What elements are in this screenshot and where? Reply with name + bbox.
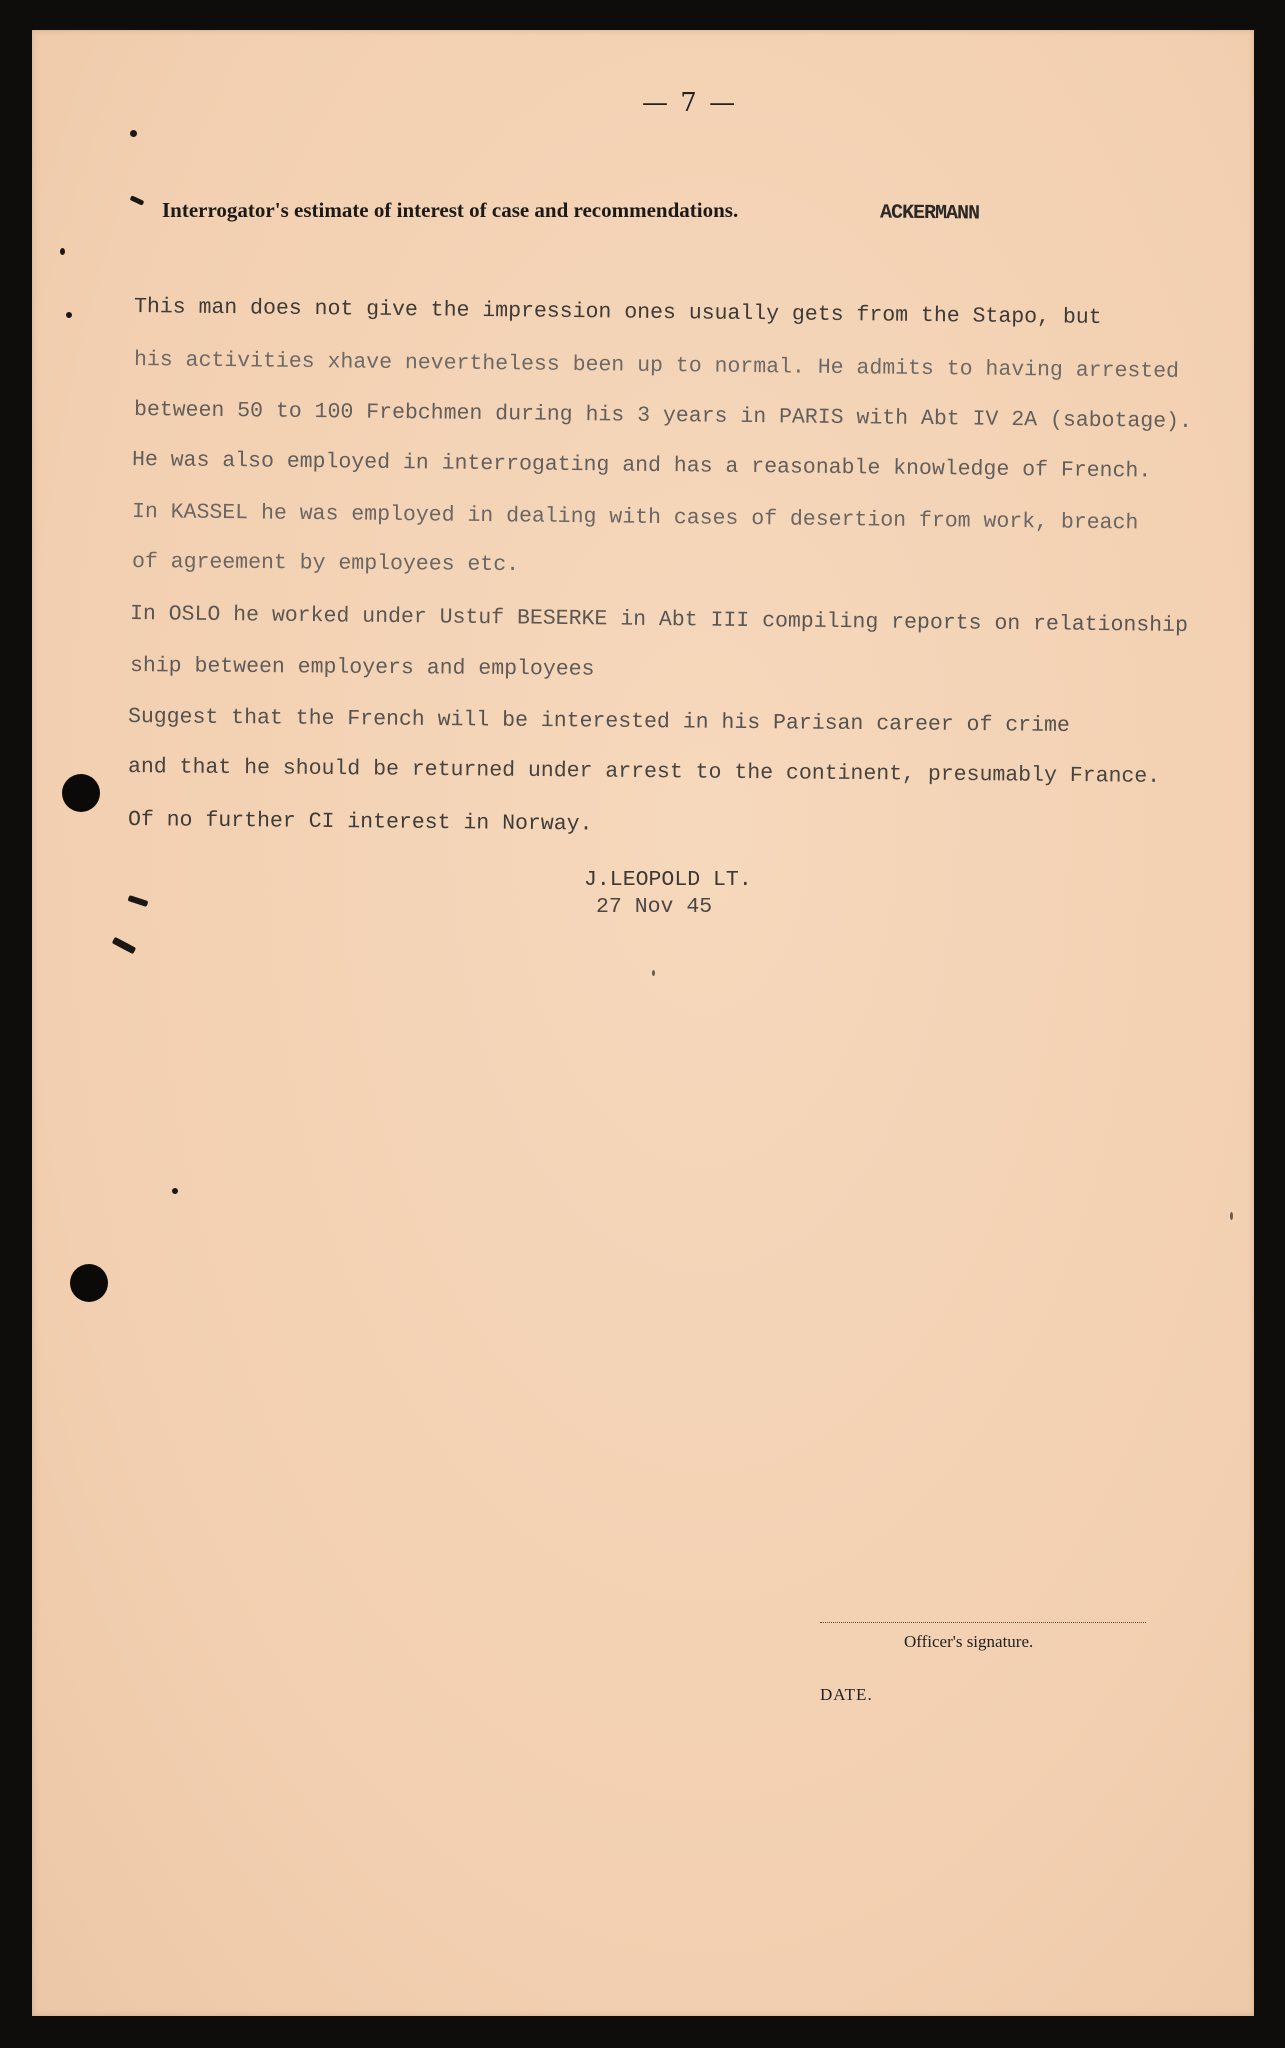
subject-name: ACKERMANN xyxy=(879,201,980,226)
body-line: of agreement by employees etc. xyxy=(131,550,520,578)
ink-speck xyxy=(128,895,149,907)
body-line: In OSLO he worked under Ustuf BESERKE in Abt III compiling reports on relationship xyxy=(129,602,1189,639)
ink-speck xyxy=(172,1188,178,1194)
body-line: and that he should be returned under arrest to the continent, presumably France. xyxy=(127,755,1161,789)
punch-hole xyxy=(70,1264,108,1302)
typed-signature-date: 27 Nov 45 xyxy=(596,895,713,919)
ink-speck xyxy=(652,970,655,976)
typed-signature-name: J.LEOPOLD LT. xyxy=(584,868,752,892)
ink-speck xyxy=(112,937,136,954)
body-line: Of no further CI interest in Norway. xyxy=(127,808,593,837)
body-line: This man does not give the impression ones usually gets from the Stapo, but xyxy=(133,295,1102,330)
document-page xyxy=(32,30,1254,2016)
ink-speck xyxy=(60,248,65,255)
body-line: ship between employers and employees xyxy=(129,654,595,682)
signature-line xyxy=(820,1622,1146,1623)
date-label: DATE. xyxy=(820,1685,873,1704)
punch-hole xyxy=(62,774,100,812)
officer-signature-label: Officer's signature. xyxy=(904,1632,1034,1651)
body-line: between 50 to 100 Frebchmen during his 3 years in PARIS with Abt IV 2A (sabotage). xyxy=(133,398,1193,435)
body-line: He was also employed in interrogating and has a reasonable knowledge of French. xyxy=(131,448,1152,484)
body-line: his activities xhave nevertheless been up to normal. He admits to having arrested xyxy=(133,348,1180,384)
page-number: — 7 — xyxy=(642,88,738,118)
ink-speck xyxy=(1230,1212,1233,1220)
ink-speck xyxy=(130,195,145,205)
section-heading: Interrogator's estimate of interest of case and recommendations. xyxy=(162,198,739,222)
body-line: In KASSEL he was employed in dealing with cases of desertion from work, breach xyxy=(131,500,1139,536)
ink-speck xyxy=(66,312,72,318)
body-line: Suggest that the French will be interested in his Parisan career of crime xyxy=(127,705,1070,739)
ink-speck xyxy=(130,130,137,137)
